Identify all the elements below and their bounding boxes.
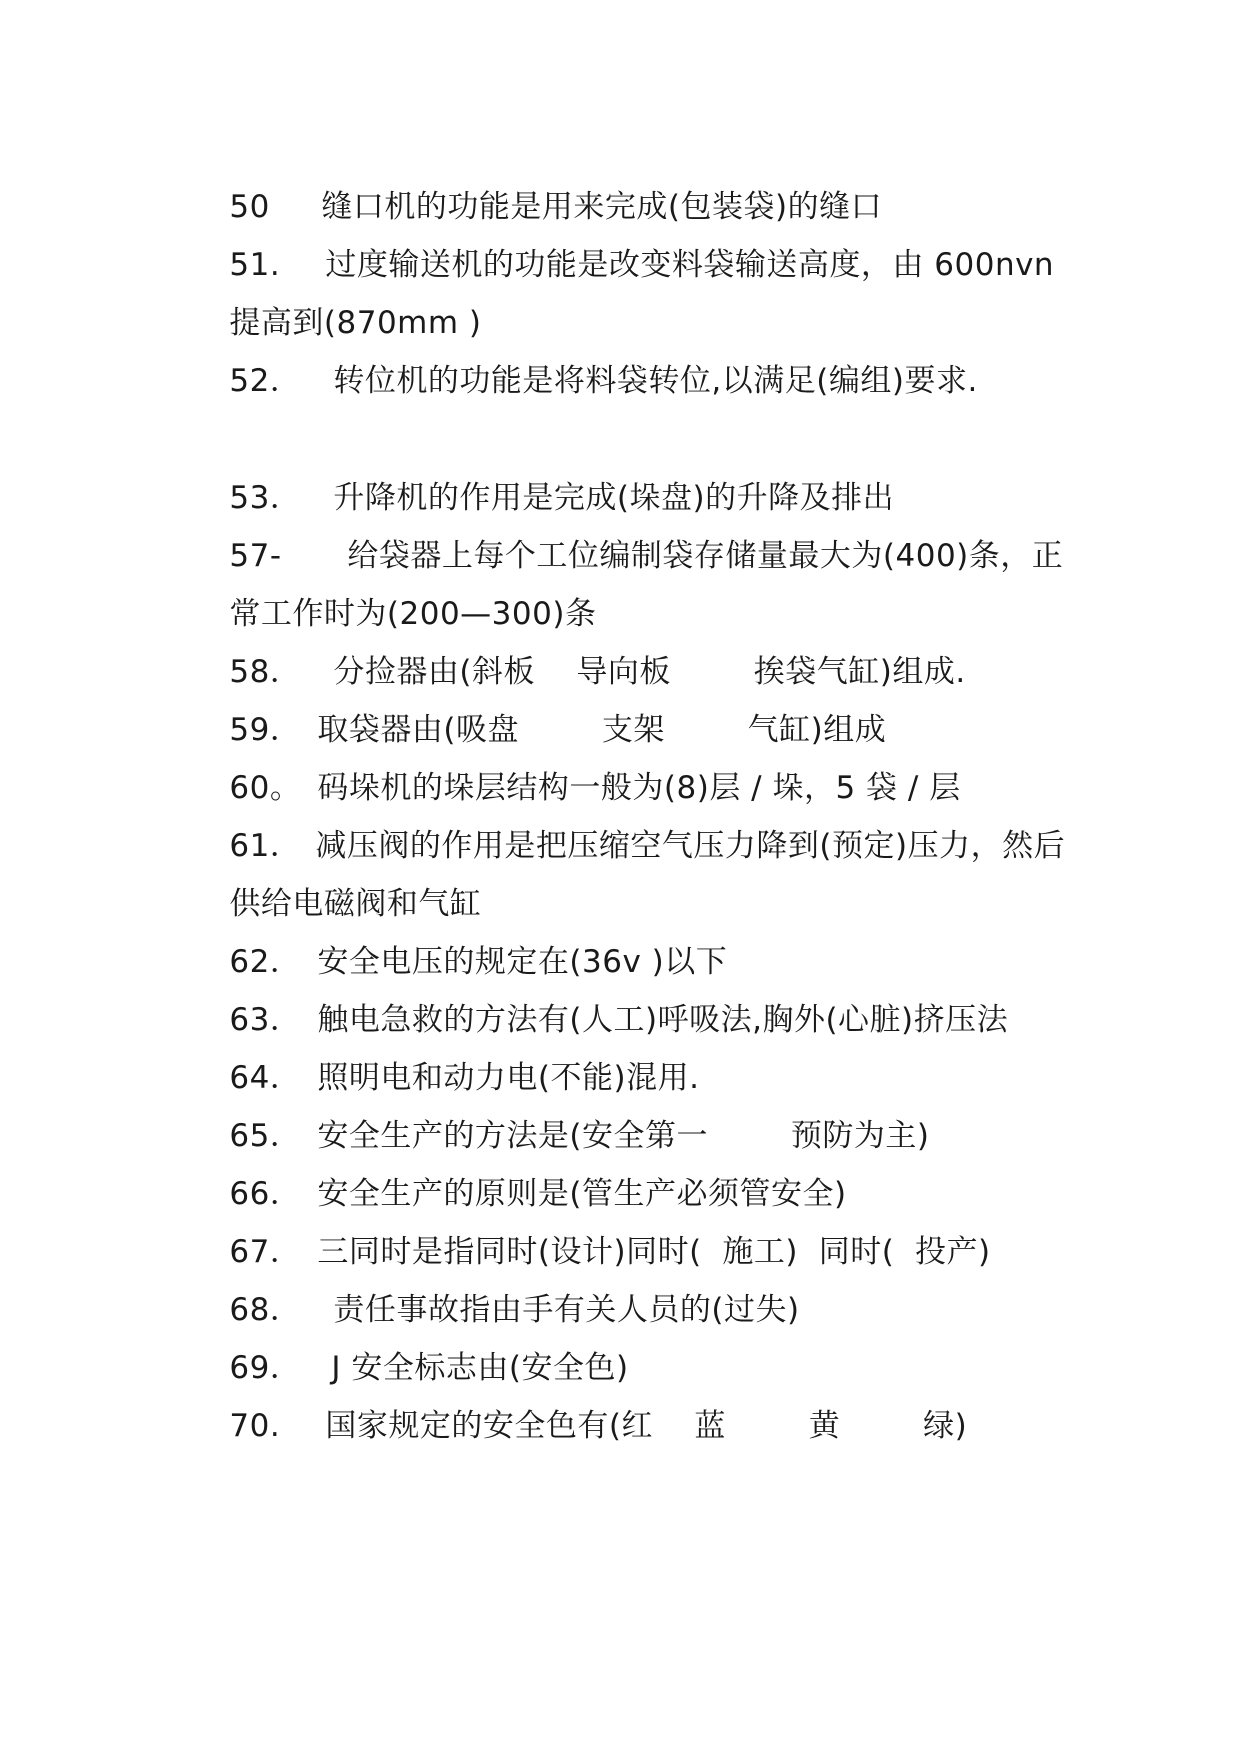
item-number: 53． [229,480,302,516]
item-number: 51. [229,247,281,283]
item-number: 70. [229,1408,281,1444]
item-text: 安全生产的方法是(安全第一 预防为主) [317,1118,930,1154]
list-item [188,1366,967,1486]
item-number: 59． [229,712,302,748]
item-number: 68． [229,1292,302,1328]
item-text: 三同时是指同时(设计)同时( 施工) 同时( 投产) [317,1234,991,1270]
item-number: 65． [229,1118,302,1154]
item-number: 67． [229,1234,302,1270]
item-number: 52． [229,363,302,399]
item-number: 50 [229,189,270,225]
item-text: 升降机的作用是完成(垛盘)的升降及排出 [333,480,895,516]
item-number: 58． [229,654,302,690]
item-text: 分捡器由(斜板 导向板 挨袋气缸)组成. [333,654,966,690]
item-text: 缝口机的功能是用来完成(包装袋)的缝口 [321,189,883,225]
item-text: 安全生产的原则是(管生产必须管安全) [317,1176,847,1212]
item-text: 减压阀的作用是把压缩空气压力降到(预定)压力，然后 [315,828,1066,864]
item-text: J 安全标志由(安全色) [331,1350,629,1386]
item-text: 取袋器由(吸盘 支架 气缸)组成 [317,712,887,748]
list-item [188,321,978,441]
item-text: 责任事故指由手有关人员的(过失) [333,1292,800,1328]
item-text: 安全电压的规定在(36v )以下 [317,944,728,980]
item-text: 供给电磁阀和气缸 [229,886,482,922]
item-text: 照明电和动力电(不能)混用. [317,1060,700,1096]
item-number: 69． [229,1350,302,1386]
item-number: 64． [229,1060,302,1096]
item-text: 转位机的功能是将料袋转位,以满足(编组)要求. [333,363,978,399]
item-text: 常工作时为(200—300)条 [229,596,597,632]
item-number: 60。 [229,770,302,806]
item-text: 国家规定的安全色有(红 蓝 黄 绿) [325,1408,968,1444]
item-number: 63． [229,1002,302,1038]
item-text: 码垛机的垛层结构一般为(8)层 / 垛，5 袋 / 层 [317,770,961,806]
item-number: 62． [229,944,302,980]
item-number: 61． [229,828,302,864]
item-number: 66． [229,1176,302,1212]
item-text: 触电急救的方法有(人工)呼吸法,胸外(心脏)挤压法 [317,1002,1009,1038]
item-number: 57- [229,538,282,574]
item-text: 过度输送机的功能是改变料袋输送高度，由 600nvn [325,247,1055,283]
item-text: 给袋器上每个工位编制袋存储量最大为(400)条，正 [347,538,1064,574]
item-text: 提高到(870mm ) [229,305,482,341]
